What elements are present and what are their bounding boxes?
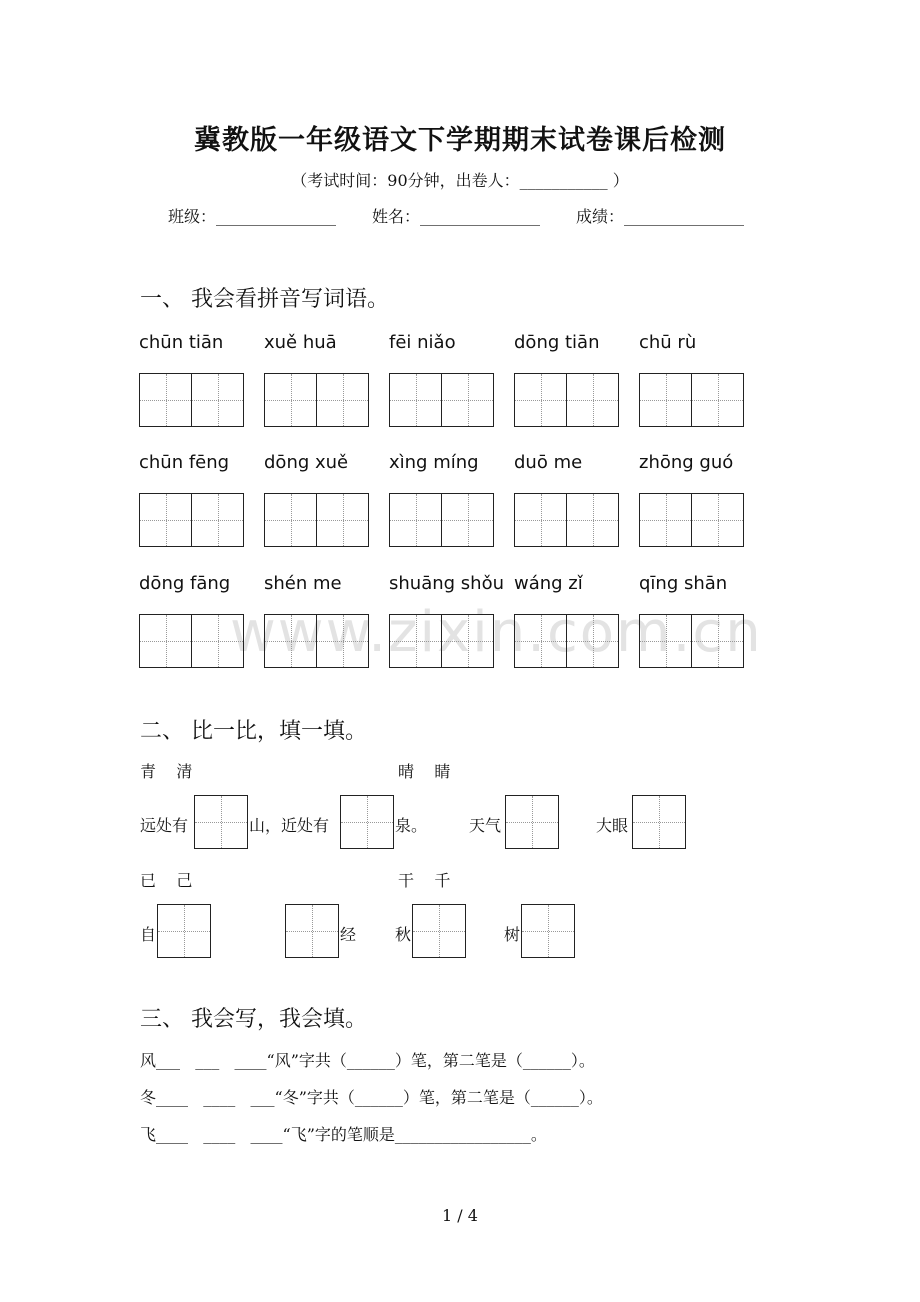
sentence2-text-b: 经 — [340, 925, 357, 944]
writing-grid[interactable] — [139, 373, 244, 427]
writing-grid[interactable] — [264, 614, 369, 668]
answer-box[interactable] — [157, 904, 211, 958]
sentence1-text-b: 山，近处有 — [249, 816, 330, 835]
page-title: 冀教版一年级语文下学期期末试卷课后检测 — [194, 125, 726, 156]
pinyin-label: duō me — [514, 452, 583, 473]
answer-box[interactable] — [632, 795, 686, 849]
sentence1-text-d: 天气 — [469, 816, 502, 835]
class-field[interactable]: 班级：_______________ — [168, 207, 337, 226]
pinyin-label: wáng zǐ — [514, 573, 583, 594]
watermark: www.zixin.com.cn — [230, 600, 763, 665]
writing-grid[interactable] — [139, 493, 244, 547]
answer-box[interactable] — [505, 795, 559, 849]
writing-grid[interactable] — [389, 493, 494, 547]
writing-grid[interactable] — [514, 493, 619, 547]
writing-grid[interactable] — [514, 614, 619, 668]
pinyin-label: zhōng guó — [639, 452, 734, 473]
char-pair-4: 干 千 — [398, 871, 451, 890]
writing-grid[interactable] — [639, 614, 744, 668]
char-pair-3: 已 己 — [140, 871, 193, 890]
writing-grid[interactable] — [514, 373, 619, 427]
pinyin-label: chū rù — [639, 332, 697, 353]
score-field[interactable]: 成绩：_______________ — [576, 207, 745, 226]
sentence1-text-c: 泉。 — [395, 816, 428, 835]
char-pair-1: 青 清 — [140, 762, 193, 781]
sentence2-text-d: 树 — [504, 925, 521, 944]
section2-heading: 二、 比一比，填一填。 — [140, 719, 367, 744]
exam-subtitle: （考试时间：90分钟，出卷人：___________ ） — [291, 171, 629, 190]
pinyin-label: chūn tiān — [139, 332, 224, 353]
writing-grid[interactable] — [264, 373, 369, 427]
sentence2-text-c: 秋 — [395, 925, 412, 944]
answer-box[interactable] — [285, 904, 339, 958]
pinyin-label: chūn fēng — [139, 452, 230, 473]
answer-box[interactable] — [194, 795, 248, 849]
pinyin-label: shén me — [264, 573, 342, 594]
answer-box[interactable] — [412, 904, 466, 958]
pinyin-label: xuě huā — [264, 332, 337, 353]
section1-heading: 一、 我会看拼音写词语。 — [140, 287, 389, 312]
answer-box[interactable] — [521, 904, 575, 958]
stroke-question-2[interactable]: 冬____ ____ ___“冬”字共（______）笔，第二笔是（______）。 — [140, 1088, 603, 1107]
pinyin-label: shuāng shǒu — [389, 573, 504, 594]
pinyin-label: fēi niǎo — [389, 332, 456, 353]
writing-grid[interactable] — [639, 373, 744, 427]
writing-grid[interactable] — [639, 493, 744, 547]
pinyin-label: dōng fāng — [139, 573, 231, 594]
char-pair-2: 晴 睛 — [398, 762, 451, 781]
name-field[interactable]: 姓名：_______________ — [372, 207, 541, 226]
section3-heading: 三、 我会写，我会填。 — [140, 1007, 367, 1032]
writing-grid[interactable] — [389, 614, 494, 668]
writing-grid[interactable] — [139, 614, 244, 668]
pinyin-label: xìng míng — [389, 452, 479, 473]
writing-grid[interactable] — [264, 493, 369, 547]
pinyin-label: dōng xuě — [264, 452, 349, 473]
stroke-question-1[interactable]: 风___ ___ ____“风”字共（______）笔，第二笔是（______）。 — [140, 1051, 595, 1070]
sentence2-text-a: 自 — [140, 925, 157, 944]
pinyin-label: dōng tiān — [514, 332, 600, 353]
writing-grid[interactable] — [389, 373, 494, 427]
pinyin-label: qīng shān — [639, 573, 728, 594]
page-number: 1 / 4 — [442, 1206, 478, 1225]
sentence1-text-a: 远处有 — [140, 816, 189, 835]
answer-box[interactable] — [340, 795, 394, 849]
sentence1-text-e: 大眼 — [596, 816, 629, 835]
stroke-question-3[interactable]: 飞____ ____ ____“飞”字的笔顺是_________________。 — [140, 1125, 547, 1144]
